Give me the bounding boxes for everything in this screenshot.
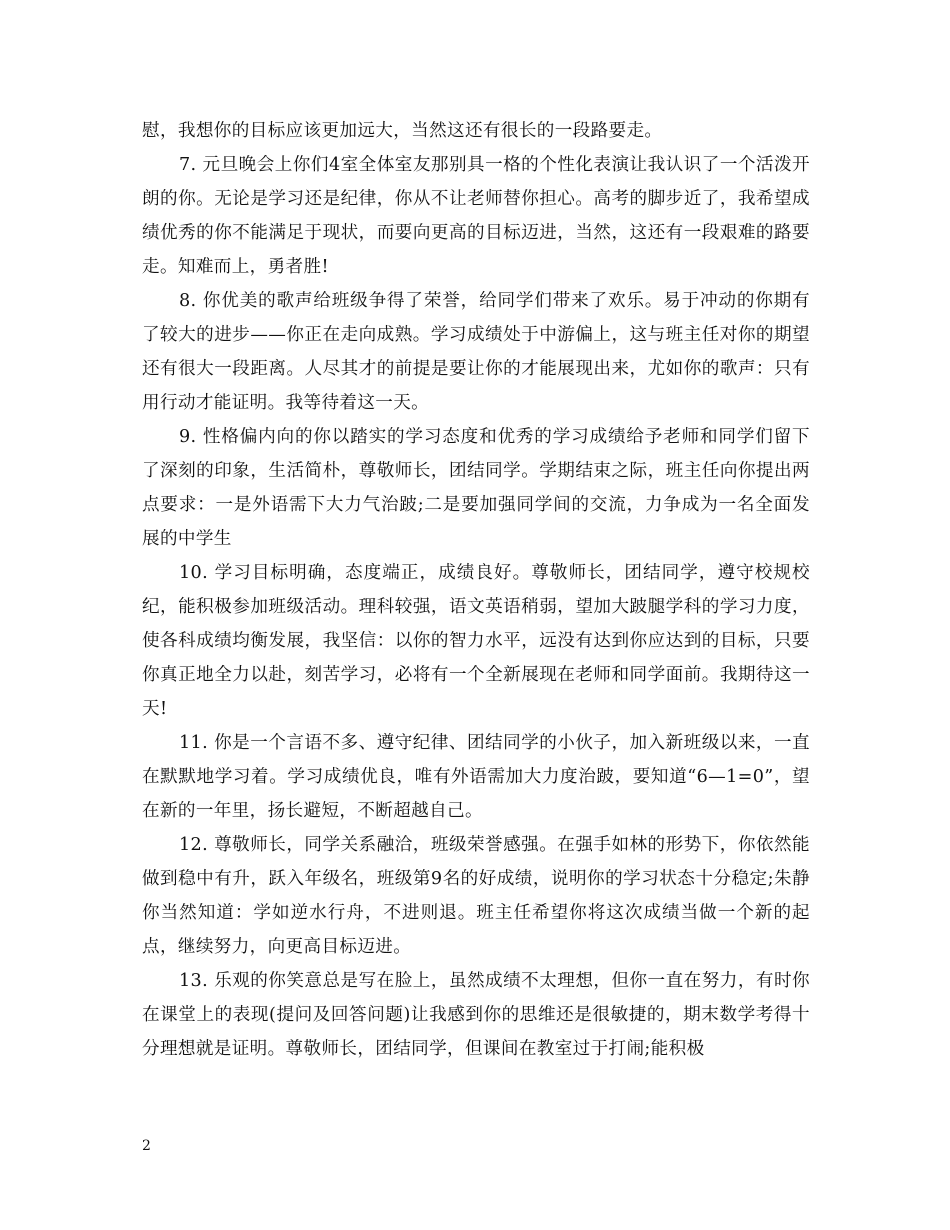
paragraph-item-11: 11. 你是一个言语不多、遵守纪律、团结同学的小伙子，加入新班级以来，一直在默默地学习着。学习成绩优良，唯有外语需加大力度治跛，要知道“6—1=0”，望在新的一年里，扬长避短，不断超越自己。 bbox=[142, 733, 810, 821]
paragraph-item-13: 13. 乐观的你笑意总是写在脸上，虽然成绩不太理想，但你一直在努力，有时你在课堂上的表现(提问及回答问题)让我感到你的思维还是很敏捷的，期末数学考得十分理想就是证明。尊敬师长，团结同学，但课间在教室过于打闹;能积极 bbox=[142, 971, 810, 1059]
paragraph-item-8: 8. 你优美的歌声给班级争得了荣誉，给同学们带来了欢乐。易于冲动的你期有了较大的进步——你正在走向成熟。学习成绩处于中游偏上，这与班主任对你的期望还有很大一段距离。人尽其才的前提是要让你的才能展现出来，尤如你的歌声：只有用行动才能证明。我等待着这一天。 bbox=[142, 291, 810, 413]
page-number: 2 bbox=[142, 1138, 151, 1154]
document-body bbox=[142, 114, 810, 1066]
paragraph-item-7: 7. 元旦晚会上你们4室全体室友那别具一格的个性化表演让我认识了一个活泼开朗的你。无论是学习还是纪律，你从不让老师替你担心。高考的脚步近了，我希望成绩优秀的你不能满足于现状，而要向更高的目标迈进，当然，这还有一段艰难的路要走。知难而上，勇者胜! bbox=[142, 155, 810, 277]
paragraph-item-10: 10. 学习目标明确，态度端正，成绩良好。尊敬师长，团结同学，遵守校规校纪，能积极参加班级活动。理科较强，语文英语稍弱，望加大跛腿学科的学习力度，使各科成绩均衡发展，我坚信：以你的智力水平，远没有达到你应达到的目标，只要你真正地全力以赴，刻苦学习，必将有一个全新展现在老师和同学面前。我期待这一天! bbox=[142, 563, 810, 719]
paragraph-continuation: 慰，我想你的目标应该更加远大，当然这还有很长的一段路要走。 bbox=[142, 121, 663, 141]
paragraph-item-9: 9. 性格偏内向的你以踏实的学习态度和优秀的学习成绩给予老师和同学们留下了深刻的印象，生活简朴，尊敬师长，团结同学。学期结束之际，班主任向你提出两点要求：一是外语需下大力气治跛;二是要加强同学间的交流，力争成为一名全面发展的中学生 bbox=[142, 427, 810, 549]
paragraph-item-12: 12. 尊敬师长，同学关系融洽，班级荣誉感强。在强手如林的形势下，你依然能做到稳中有升，跃入年级名，班级第9名的好成绩，说明你的学习状态十分稳定;朱静你当然知道：学如逆水行舟，不进则退。班主任希望你将这次成绩当做一个新的起点，继续努力，向更高目标迈进。 bbox=[142, 835, 810, 957]
